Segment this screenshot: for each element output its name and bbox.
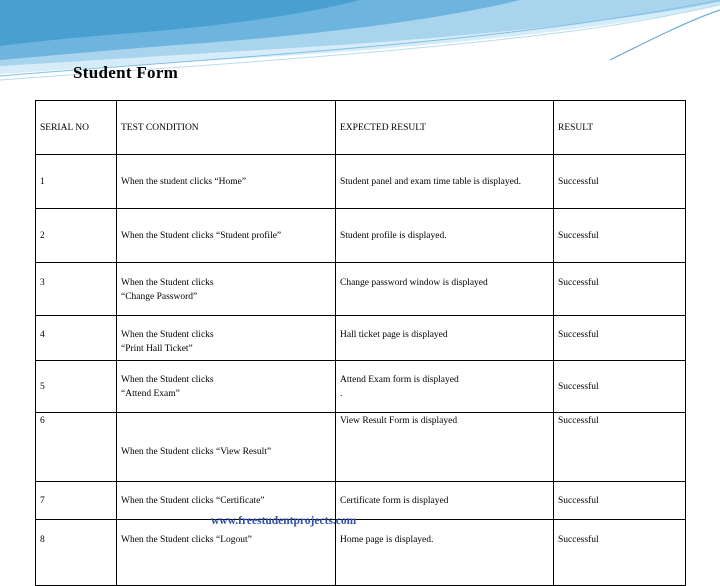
- serial-cell: 8: [36, 520, 117, 586]
- expected-cell: View Result Form is displayed: [336, 413, 554, 482]
- condition-cell: When the Student clicks “Attend Exam”: [117, 361, 336, 413]
- result-cell: Successful: [554, 482, 686, 520]
- result-cell: Successful: [554, 413, 686, 482]
- condition-cell: When the Student clicks “Student profile”: [117, 209, 336, 263]
- table-row: [36, 155, 686, 209]
- result-cell: Successful: [554, 520, 686, 586]
- expected-cell: Attend Exam form is displayed .: [336, 361, 554, 413]
- condition-cell: When the Student clicks “Print Hall Ticket”: [117, 316, 336, 361]
- condition-cell: When the Student clicks “Certificate”: [117, 482, 336, 520]
- expected-cell: Home page is displayed.: [336, 520, 554, 586]
- result-cell: Successful: [554, 209, 686, 263]
- table-row: [36, 209, 686, 263]
- table-row: [36, 361, 686, 413]
- expected-cell: Student profile is displayed.: [336, 209, 554, 263]
- table-row: [36, 413, 686, 482]
- page-title: Student Form: [73, 63, 179, 82]
- table-row: [36, 520, 686, 586]
- condition-cell: When the Student clicks “Logout”: [117, 520, 336, 586]
- header-serial-no: SERIAL NO: [36, 101, 117, 155]
- header-result: RESULT: [554, 101, 686, 155]
- result-cell: Successful: [554, 361, 686, 413]
- expected-cell: Change password window is displayed: [336, 263, 554, 316]
- serial-cell: 6: [36, 413, 117, 482]
- table-header-row: [36, 101, 686, 155]
- condition-cell: When the Student clicks “View Result”: [117, 413, 336, 482]
- website-watermark: www.freestudentprojects.com: [211, 515, 357, 527]
- header-expected-result: EXPECTED RESULT: [336, 101, 554, 155]
- serial-cell: 4: [36, 316, 117, 361]
- serial-cell: 1: [36, 155, 117, 209]
- serial-cell: 2: [36, 209, 117, 263]
- serial-cell: 7: [36, 482, 117, 520]
- result-cell: Successful: [554, 263, 686, 316]
- result-cell: Successful: [554, 155, 686, 209]
- table-row: [36, 316, 686, 361]
- serial-cell: 3: [36, 263, 117, 316]
- table-row: [36, 482, 686, 520]
- condition-cell: When the student clicks “Home”: [117, 155, 336, 209]
- expected-cell: Student panel and exam time table is displayed.: [336, 155, 554, 209]
- result-cell: Successful: [554, 316, 686, 361]
- condition-cell: When the Student clicks “Change Password”: [117, 263, 336, 316]
- test-case-table: [35, 100, 686, 586]
- table-row: [36, 263, 686, 316]
- expected-cell: Hall ticket page is displayed: [336, 316, 554, 361]
- header-test-condition: TEST CONDITION: [117, 101, 336, 155]
- serial-cell: 5: [36, 361, 117, 413]
- expected-cell: Certificate form is displayed: [336, 482, 554, 520]
